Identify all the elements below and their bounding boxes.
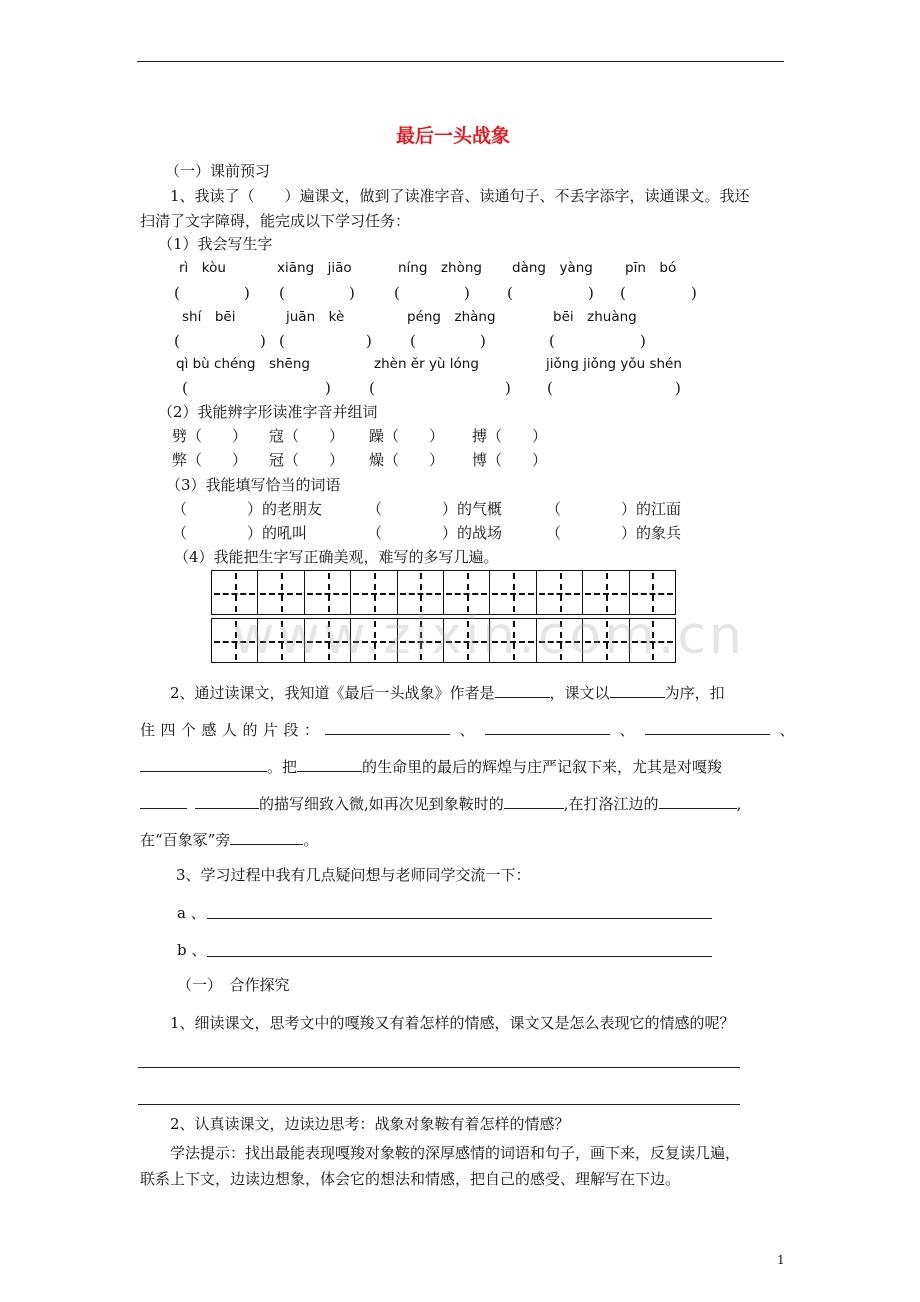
pinyin-10: qì bù chéng shēng — [176, 356, 310, 372]
fill-blank[interactable] — [495, 683, 550, 698]
q2-line3 — [140, 757, 722, 775]
q1-line1: 1、我读了（ ）遍课文，做到了读准字音、读通句子、不丢字添字，读通课文。我还 — [170, 187, 750, 205]
s2-q1-answer-line-2[interactable] — [138, 1104, 740, 1105]
paren-open: ( — [620, 284, 626, 302]
paren-close: ) — [675, 379, 681, 397]
pinyin-12: jiǒng jiǒng yǒu shén — [546, 356, 682, 372]
pinyin-11: zhèn ěr yù lóng — [374, 356, 479, 372]
q2-text: 为序，扣 — [664, 684, 725, 702]
paren-open: ( — [369, 379, 375, 397]
paren-close: ) — [480, 332, 486, 350]
paren-close: ) — [464, 284, 470, 302]
char-pair: 搏（ ） — [472, 427, 548, 445]
char-pair: 劈（ ） — [172, 427, 248, 445]
paren-close: ) — [640, 332, 646, 350]
char-pair: 燥（ ） — [369, 451, 445, 469]
q2-text: 住四个感人的片段： — [140, 721, 325, 739]
q2-text: , — [736, 795, 742, 813]
q3-text: 3、学习过程中我有几点疑问想与老师同学交流一下： — [176, 866, 531, 884]
q2-text: 的生命里的最后的辉煌与庄严记叙下来，尤其是对嘎羧 — [362, 758, 723, 776]
q2-sep: 、 — [459, 721, 475, 739]
pinyin-4: dàng yàng — [512, 260, 593, 276]
s2-q1-answer-line[interactable] — [138, 1067, 740, 1068]
fill-blank[interactable] — [140, 794, 187, 809]
pinyin-7: juān kè — [286, 309, 345, 325]
paren-close: ) — [366, 332, 372, 350]
q2-sep: 、 — [779, 721, 795, 739]
section2-heading: （一） 合作探究 — [177, 976, 290, 994]
sub4-heading: （4）我能把生字写正确美观，难写的多写几遍。 — [174, 548, 499, 566]
paren-open: ( — [547, 379, 553, 397]
phrase-blank: （ ）的战场 — [367, 524, 503, 542]
q2-line4 — [140, 794, 741, 812]
paren-open: ( — [394, 284, 400, 302]
q2-text: 。把 — [267, 758, 298, 776]
page-number: 1 — [777, 1253, 785, 1267]
paren-open: ( — [410, 332, 416, 350]
q2-text: 的描写细致入微,如再次见到象鞍时的 — [259, 795, 504, 813]
q2-sep: 、 — [619, 721, 635, 739]
phrase-blank: （ ）的老朋友 — [172, 500, 323, 518]
fill-blank[interactable] — [504, 794, 564, 809]
fill-blank[interactable] — [297, 757, 362, 772]
phrase-blank: （ ）的象兵 — [546, 524, 682, 542]
paren-close: ) — [588, 284, 594, 302]
pinyin-3: níng zhòng — [398, 260, 482, 276]
s2-tip-line2: 联系上下文，边读边想象，体会它的想法和情感，把自己的感受、理解写在下边。 — [140, 1170, 681, 1188]
q2-line2 — [140, 720, 795, 738]
char-pair: 弊（ ） — [172, 451, 248, 469]
q2-line5 — [140, 830, 318, 848]
paren-open: ( — [507, 284, 513, 302]
pinyin-9: bēi zhuàng — [553, 309, 637, 325]
char-pair: 博（ ） — [472, 451, 548, 469]
pinyin-1: rì kòu — [179, 260, 226, 276]
pinyin-2: xiāng jiāo — [277, 260, 352, 276]
paren-open: ( — [174, 332, 180, 350]
sub3-heading: （3）我能填写恰当的词语 — [166, 476, 341, 494]
fill-blank[interactable] — [230, 830, 303, 845]
paren-open: ( — [279, 284, 285, 302]
paren-open: ( — [279, 332, 285, 350]
watermark: www.zixin.com.cn — [232, 606, 745, 666]
fill-blank[interactable] — [140, 757, 267, 772]
fill-blank[interactable] — [659, 794, 737, 809]
q2-text: 在“百象冢”旁 — [140, 831, 231, 849]
char-pair: 躁（ ） — [369, 427, 445, 445]
sub2-heading: （2）我能辨字形读准字音并组词 — [158, 403, 378, 421]
paren-close: ) — [325, 379, 331, 397]
fill-blank[interactable] — [485, 720, 610, 735]
paren-close: ) — [244, 284, 250, 302]
char-pair: 寇（ ） — [269, 427, 345, 445]
phrase-blank: （ ）的气概 — [367, 500, 503, 518]
q3-b-label: b 、 — [177, 941, 207, 959]
page-title: 最后一头战象 — [396, 125, 511, 147]
q3-a-line[interactable] — [207, 918, 712, 919]
s2-q1: 1、细读课文，思考文中的嘎羧又有着怎样的情感，课文又是怎么表现它的情感的呢？ — [170, 1014, 735, 1032]
q2-text: 2、通过读课文，我知道《最后一头战象》作者是 — [170, 684, 495, 702]
pinyin-8: péng zhàng — [407, 309, 496, 325]
paren-close: ) — [349, 284, 355, 302]
pinyin-6: shí bēi — [182, 309, 236, 325]
sub1-heading: （1）我会写生字 — [158, 235, 273, 253]
paren-open: ( — [182, 379, 188, 397]
s2-tip-line1: 学法提示：找出最能表现嘎羧对象鞍的深厚感情的词语和句子，画下来，反复读几遍， — [170, 1144, 741, 1162]
header-rule — [137, 61, 784, 62]
fill-blank[interactable] — [325, 720, 450, 735]
paren-close: ) — [505, 379, 511, 397]
phrase-blank: （ ）的吼叫 — [172, 524, 308, 542]
fill-blank[interactable] — [645, 720, 770, 735]
paren-close: ) — [691, 284, 697, 302]
fill-blank[interactable] — [610, 683, 665, 698]
s2-q2: 2、认真读课文，边读边思考：战象对象鞍有着怎样的情感？ — [170, 1115, 570, 1133]
paren-close: ) — [260, 332, 266, 350]
q2-text: 。 — [303, 831, 319, 849]
char-pair: 冠（ ） — [269, 451, 345, 469]
q3-a-label: a 、 — [177, 904, 206, 922]
paren-open: ( — [174, 284, 180, 302]
q2-text: ，课文以 — [549, 684, 610, 702]
paren-open: ( — [549, 332, 555, 350]
phrase-blank: （ ）的江面 — [546, 500, 682, 518]
q2-text: ,在打洛江边的 — [563, 795, 659, 813]
pinyin-5: pīn bó — [625, 260, 677, 276]
q1-line2: 扫清了文字障碍，能完成以下学习任务： — [140, 212, 411, 230]
q2-line1 — [170, 683, 725, 701]
fill-blank[interactable] — [195, 794, 259, 809]
section1-heading: （一）课前预习 — [165, 162, 271, 180]
q3-b-line[interactable] — [207, 956, 712, 957]
